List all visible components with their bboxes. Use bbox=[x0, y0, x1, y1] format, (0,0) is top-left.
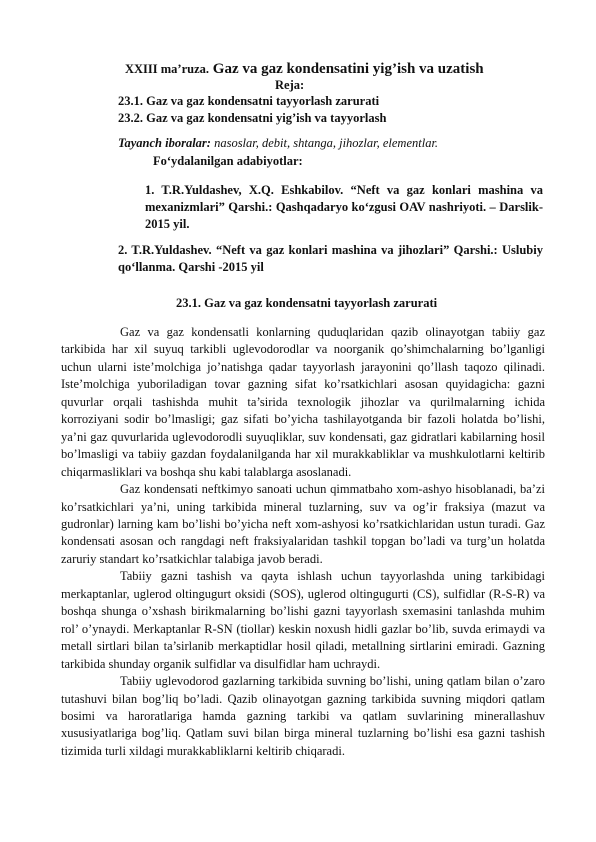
lecture-number: XXIII ma’ruza. bbox=[125, 62, 210, 76]
keywords-text: nasoslar, debit, shtanga, jihozlar, elementlar. bbox=[210, 136, 439, 150]
body-text bbox=[61, 324, 545, 760]
lecture-title-text: Gaz va gaz kondensatini yig’ish va uzatish bbox=[212, 61, 484, 77]
paragraph-1: Gaz va gaz kondensatli konlarning quduqlaridan qazib olinayotgan tabiiy gaz tarkibida har xil suyuq tarkibli uglevodorodlar va noorganik qo’shimchalarning bo’lganligi uchun ularni iste’molchiga jo’natishga qadar tayyorlash jarayonini qo’llash taqozo qilinadi. Iste’molchiga yuboriladigan tovar gazning sifat ko’rsatkichlari asosan quyidagicha: gazni quvurlar orqali tashishda muhit ta’sirida texnologik jihozlar va qurilmalarning ichida korroziyani sodir bo’lmasligi; gaz sifati bo’yicha tashilayotganda bir fazoli holatda bo’lishi, ya’ni gaz quvurlarida uglevodorodli suyuqliklar, suv kondensati, gaz gidratlari kabilarning hosil bo’lmasligi va tabiiy gazdan foydalanilganda har xil murakkabliklar va mushkulotlarni keltirib chiqarmasliklari va boshqa shu kabi talablarga asoslanadi. bbox=[61, 325, 545, 479]
plan-label: Reja: bbox=[275, 78, 305, 92]
literature-label: Foʻydalanilgan adabiyotlar: bbox=[153, 154, 303, 168]
section-title: 23.1. Gaz va gaz kondensatni tayyorlash zarurati bbox=[176, 296, 438, 310]
lecture-title bbox=[125, 60, 484, 78]
keywords-line bbox=[118, 136, 438, 151]
keywords-label: Tayanch iboralar: bbox=[118, 136, 211, 150]
reference-2: 2. T.R.Yuldashev. “Neft va gaz konlari mashina va jihozlari” Qarshi.: Uslubiy qoʻllanma. Qarshi -2015 yil bbox=[118, 243, 543, 274]
reference-1: 1. T.R.Yuldashev, X.Q. Eshkabilov. “Neft va gaz konlari mashina va mexanizmlari” Qarshi.: Qashqadaryo koʻzgusi OAV nashriyoti. – Darslik-2015 yil. bbox=[145, 183, 543, 231]
plan-item-2: 23.2. Gaz va gaz kondensatni yig’ish va tayyorlash bbox=[118, 111, 387, 125]
plan-item-1: 23.1. Gaz va gaz kondensatni tayyorlash zarurati bbox=[118, 94, 380, 108]
paragraph-2: Gaz kondensati neftkimyo sanoati uchun qimmatbaho xom-ashyo hisoblanadi, ba’zi ko’rsatkichlari ya’ni, uning tarkibida mineral tuzlarning, suv va og’ir fraksiya (mazut va gudronlar) larning kam bo’lishi bo’yicha neft xom-ashyosi ko’rsatkichlaridan ustun turadi. Gaz kondensati asosan och rangdagi neft fraksiyalaridan tashkil topgan bo’ladi va turg’un holatda zaruriy standart ko’rsatkichlar talabiga javob beradi. bbox=[61, 482, 545, 566]
paragraph-3: Tabiiy gazni tashish va qayta ishlash uchun tayyorlashda uning tarkibidagi merkaptanlar, uglerod oltingugurt oksidi (SOS), uglerod oltingugurti (CS), sulfidlar (R-S-R) va boshqa shunga o’xshash birikmalarning bo’lishi gazni tayyorlash sxemasini tanlashda muhim rol’ o’ynaydi. Merkaptanlar R-SN (tiollar) keskin noxush hidli gazlar bo’lib, suvda erimaydi va metall sirtlari bilan ta’sirlanib merkaptidlar hosil qiladi, metallning sirtlarini emiradi. Gazning tarkibida shunday organik sulfidlar va disulfidlar ham uchraydi. bbox=[61, 569, 545, 671]
paragraph-4: Tabiiy uglevodorod gazlarning tarkibida suvning bo’lishi, uning qatlam bilan o’zaro tutashuvi bilan bog’liq bo’ladi. Qazib olinayotgan gazning tarkibida suvning miqdori qatlam bosimi va haroratlariga hamda gazning tarkibi va qatlam suvlarining minerallashuv xususiyatlariga bog’liq. Qatlam suvi bilan birga mineral tuzlarning bo’lishi esa gazni tashish tizimida turli xildagi murakkabliklarni keltirib chiqaradi. bbox=[61, 674, 545, 758]
